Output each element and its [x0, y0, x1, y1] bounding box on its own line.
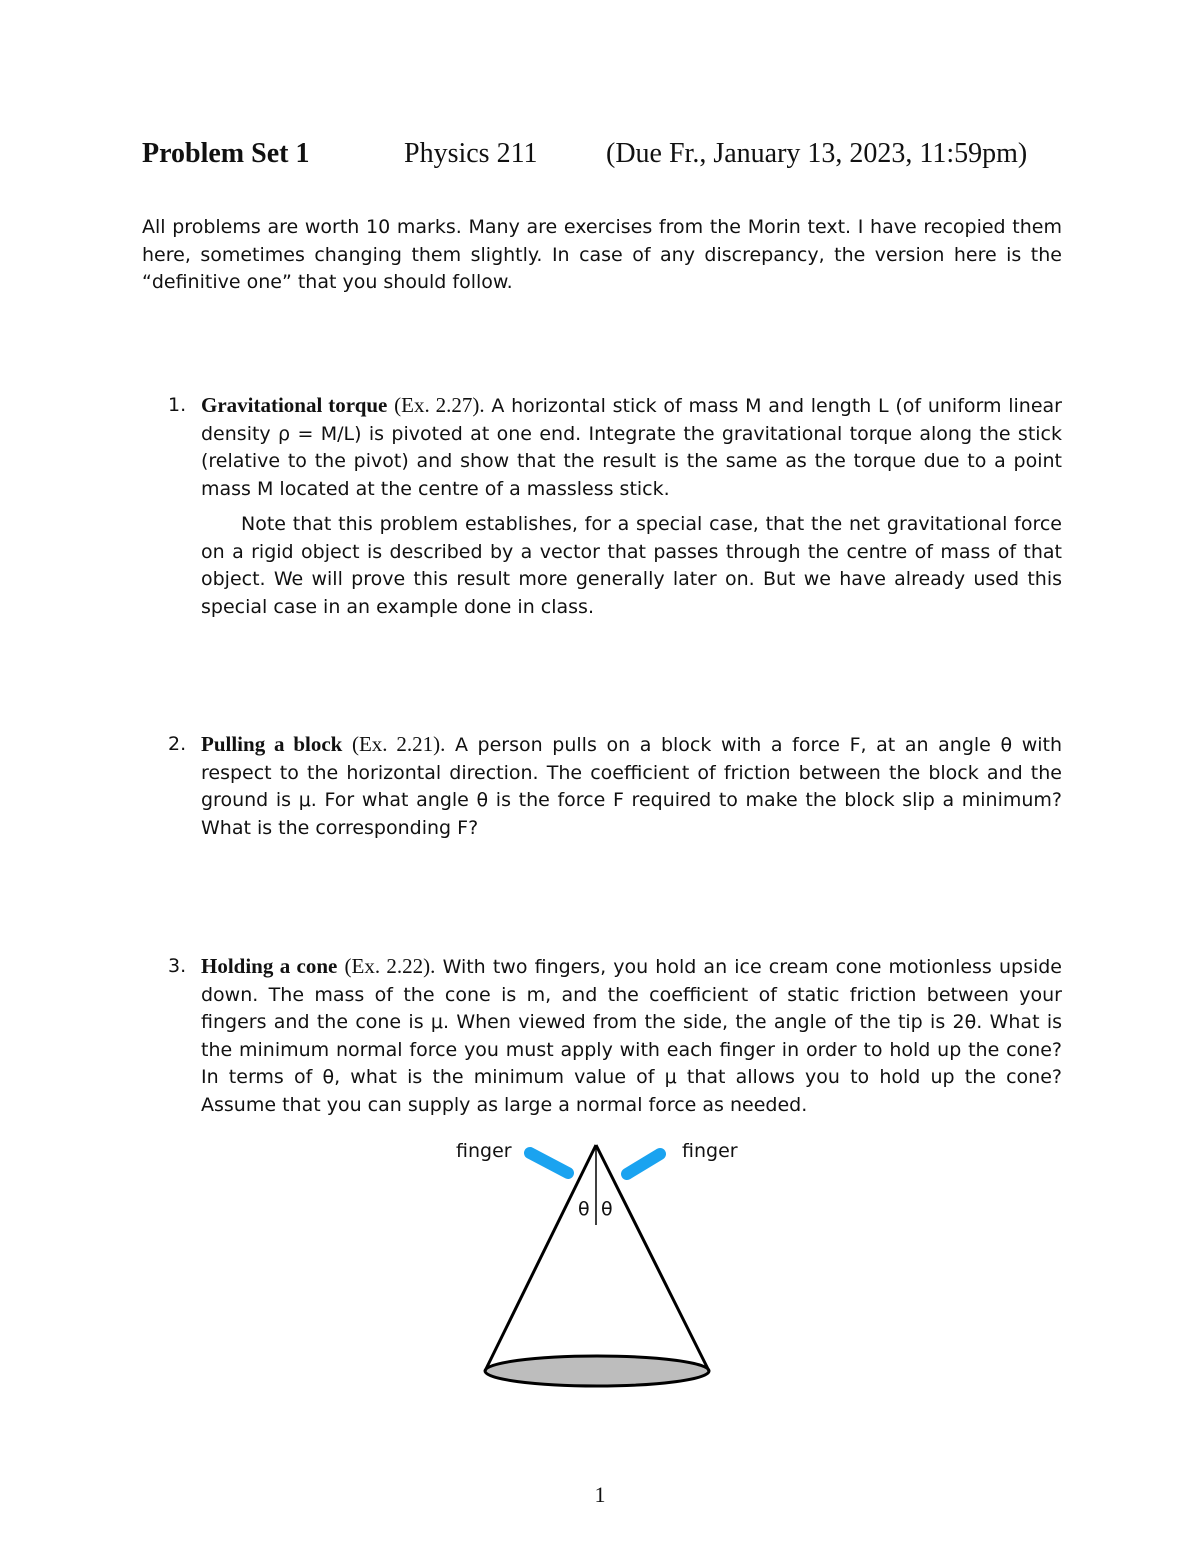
problem-note: Note that this problem establishes, for a special case, that the net gravitational force on a rigid object is described by a vector that passes through the centre of mass of that object. We will prove this result more generally later on. But we have already used this special case in an example done in class. — [201, 513, 1062, 618]
problem-set-title: Problem Set 1 — [142, 138, 310, 169]
cone-base — [485, 1356, 709, 1386]
page-number: 1 — [594, 1482, 606, 1507]
page-header — [142, 138, 1062, 178]
problem-number: 2. — [168, 733, 187, 755]
problem-title: Holding a cone — [201, 954, 338, 978]
problem-body — [201, 953, 1062, 1119]
problem-body — [201, 731, 1062, 842]
problem-number: 3. — [168, 955, 187, 977]
problem-text: A person pulls on a block with a force F, at an angle θ with respect to the horizontal direction. The coefficient of friction between the block and the ground is μ. For what angle θ is the force F required to make the block slip a minimum? What is the corresponding F? — [201, 734, 1063, 839]
problem-text: With two fingers, you hold an ice cream cone motionless upside down. The mass of the cone is m, and the coefficient of static friction between your fingers and the cone is μ. When viewed from the side, the angle of the tip is 2θ. What is the minimum normal force you must apply with each finger in order to hold up the cone? In terms of θ, what is the minimum value of μ that allows you to hold up the cone? Assume that you can supply as large a normal force as needed. — [201, 956, 1062, 1116]
problem-body — [201, 392, 1062, 503]
cone-right-edge — [596, 1145, 709, 1371]
problem-reference: (Ex. 2.22). — [344, 954, 436, 978]
problem-reference: (Ex. 2.27). — [394, 393, 485, 417]
problem-title: Pulling a block — [201, 732, 343, 756]
due-date: (Due Fr., January 13, 2023, 11:59pm) — [606, 138, 1028, 169]
right-finger — [627, 1154, 660, 1174]
problem-1 — [142, 392, 1062, 621]
problem-2 — [142, 731, 1062, 842]
right-angle-label: θ — [601, 1198, 613, 1220]
cone-figure — [440, 1130, 760, 1400]
problem-reference: (Ex. 2.21). — [351, 732, 446, 756]
problem-number: 1. — [168, 394, 187, 416]
intro-paragraph: All problems are worth 10 marks. Many are exercises from the Morin text. I have recopied them here, sometimes changing them slightly. In case of any discrepancy, the version here is the “definitive one” that you should follow. — [142, 216, 1062, 293]
right-finger-label: finger — [682, 1140, 738, 1162]
left-finger — [530, 1153, 568, 1173]
problem-title: Gravitational torque — [201, 393, 388, 417]
course-name: Physics 211 — [404, 138, 538, 169]
problem-3 — [142, 953, 1062, 1119]
cone-diagram — [440, 1130, 760, 1400]
left-finger-label: finger — [456, 1140, 512, 1162]
problem-text: A horizontal stick of mass M and length L (of uniform linear density ρ = M/L) is pivoted at one end. Integrate the gravitational torque along the stick (relative to the pivot) and show that the result is the same as the torque due to a point mass M located at the centre of a massless stick. — [201, 395, 1062, 500]
left-angle-label: θ — [578, 1198, 590, 1220]
cone-left-edge — [485, 1145, 596, 1371]
